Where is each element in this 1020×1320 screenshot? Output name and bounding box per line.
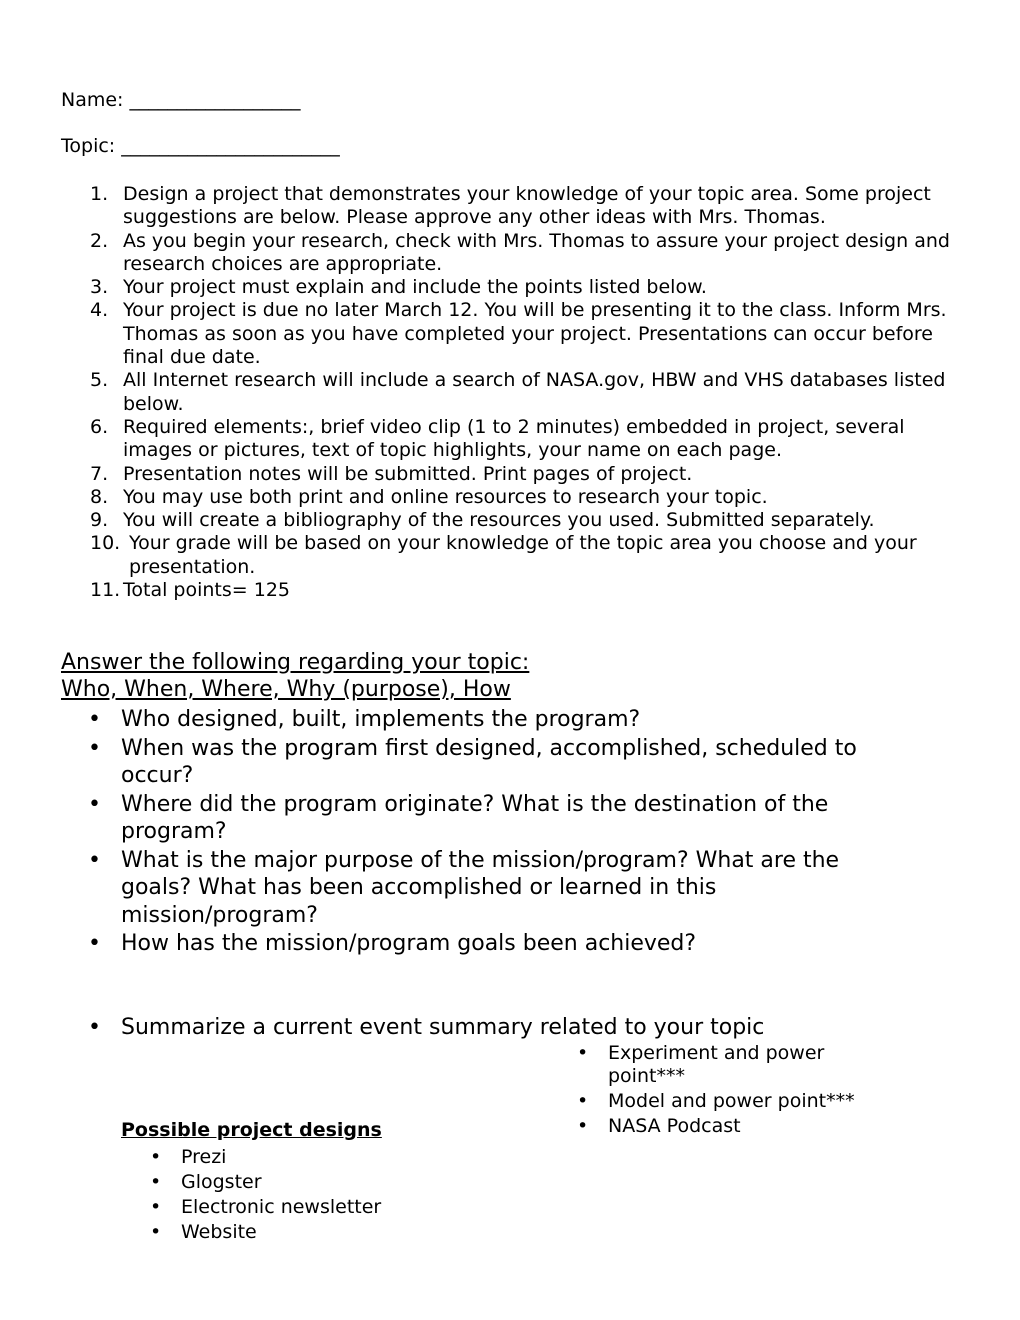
instruction-number: 8. — [90, 485, 109, 508]
bullet-icon: • — [577, 1090, 589, 1113]
bullet-icon: • — [577, 1042, 589, 1064]
instruction-item — [0, 369, 968, 416]
instruction-text: You will create a bibliography of the resources you used. Submitted separately. — [123, 509, 875, 532]
question-item — [0, 930, 921, 957]
bullet-icon: • — [150, 1146, 162, 1168]
instruction-item — [0, 299, 968, 369]
project-design-item — [0, 1090, 873, 1113]
instruction-text: Required elements:, brief video clip (1 to 2 minutes) embedded in project, several images or pictures, text of topic highlights, your name on each page. — [123, 415, 905, 462]
instruction-text: Design a project that demonstrates your knowledge of your topic area. Some project suggestions are below. Please approve any other ideas with Mrs. Thomas. — [123, 183, 931, 229]
summary-item — [0, 1014, 1020, 1041]
questions-list — [0, 706, 1020, 959]
project-design-item — [0, 1145, 381, 1170]
instruction-item — [0, 183, 968, 230]
name-field-label: Name: __________________ — [61, 89, 301, 111]
instruction-item — [0, 463, 968, 486]
instruction-number: 6. — [90, 415, 109, 438]
bullet-icon: • — [150, 1171, 162, 1193]
instruction-text: Presentation notes will be submitted. Print pages of project. — [123, 462, 693, 485]
question-item — [0, 847, 901, 929]
instruction-number: 3. — [90, 276, 109, 299]
bullet-icon: • — [88, 1015, 101, 1040]
project-design-text: Glogster — [181, 1171, 262, 1193]
instruction-number: 1. — [90, 183, 109, 205]
instruction-text: As you begin your research, check with Mrs. Thomas to assure your project design and research choices are appropriate. — [123, 229, 950, 275]
instruction-number: 9. — [90, 509, 109, 532]
bullet-icon: • — [88, 847, 101, 873]
instruction-item — [0, 486, 968, 509]
project-design-item — [0, 1170, 381, 1195]
instruction-item — [0, 532, 968, 579]
question-item — [0, 791, 921, 846]
instruction-number: 5. — [90, 369, 109, 392]
instruction-number: 11. — [90, 579, 121, 602]
instructions-list — [0, 183, 1020, 602]
instruction-item — [0, 276, 968, 299]
project-design-item — [0, 1042, 873, 1089]
summary-text: Summarize a current event summary related to your topic — [121, 1015, 765, 1040]
instruction-text: All Internet research will include a search of NASA.gov, HBW and VHS databases listed below. — [123, 369, 946, 415]
project-design-text: Model and power point*** — [608, 1090, 855, 1113]
instruction-number: 4. — [90, 299, 109, 322]
questions-subheading: Who, When, Where, Why (purpose), How — [61, 677, 511, 702]
instruction-text: Your project is due no later March 12. You will be presenting it to the class. Inform Mrs. Thomas as soon as you have completed your project. Presentations can occur before final due date. — [123, 299, 947, 369]
project-design-text: Prezi — [181, 1146, 227, 1168]
bullet-icon: • — [150, 1196, 162, 1218]
instruction-text: Total points= 125 — [123, 579, 290, 602]
project-design-item — [0, 1220, 381, 1245]
project-design-text: Experiment and power point*** — [608, 1042, 825, 1088]
instruction-item — [0, 416, 968, 463]
instruction-text: You may use both print and online resources to research your topic. — [123, 485, 768, 508]
project-design-item — [0, 1195, 381, 1220]
instruction-item — [0, 579, 968, 602]
question-text: Who designed, built, implements the program? — [121, 707, 641, 732]
bullet-icon: • — [88, 791, 101, 817]
question-text: When was the program first designed, accomplished, scheduled to occur? — [121, 735, 857, 789]
project-designs-title: Possible project designs — [121, 1119, 382, 1141]
project-designs-list-left — [0, 1145, 381, 1245]
instruction-item — [0, 509, 968, 532]
topic-field-label: Topic: _______________________ — [61, 135, 340, 157]
question-text: What is the major purpose of the mission/program? What are the goals? What has been accomplished or learned in this mission/program? — [121, 847, 840, 928]
instruction-text: Your grade will be based on your knowledge of the topic area you choose and your presentation. — [129, 532, 917, 578]
question-text: How has the mission/program goals been achieved? — [121, 931, 697, 957]
question-text: Where did the program originate? What is the destination of the program? — [121, 791, 829, 845]
bullet-icon: • — [88, 931, 101, 957]
instruction-item — [0, 230, 968, 277]
project-design-text: NASA Podcast — [608, 1114, 741, 1137]
instruction-number: 7. — [90, 462, 109, 485]
bullet-icon: • — [88, 707, 101, 732]
bullet-icon: • — [88, 735, 101, 761]
project-design-text: Website — [181, 1221, 257, 1243]
question-item — [0, 735, 921, 790]
instruction-number: 2. — [90, 229, 109, 252]
instruction-text: Your project must explain and include the points listed below. — [123, 276, 707, 299]
question-item — [0, 706, 921, 733]
questions-heading: Answer the following regarding your topic: — [61, 650, 530, 675]
instruction-number: 10. — [90, 532, 121, 555]
bullet-icon: • — [150, 1221, 162, 1243]
project-design-text: Electronic newsletter — [181, 1196, 382, 1218]
bullet-icon: • — [577, 1114, 589, 1137]
